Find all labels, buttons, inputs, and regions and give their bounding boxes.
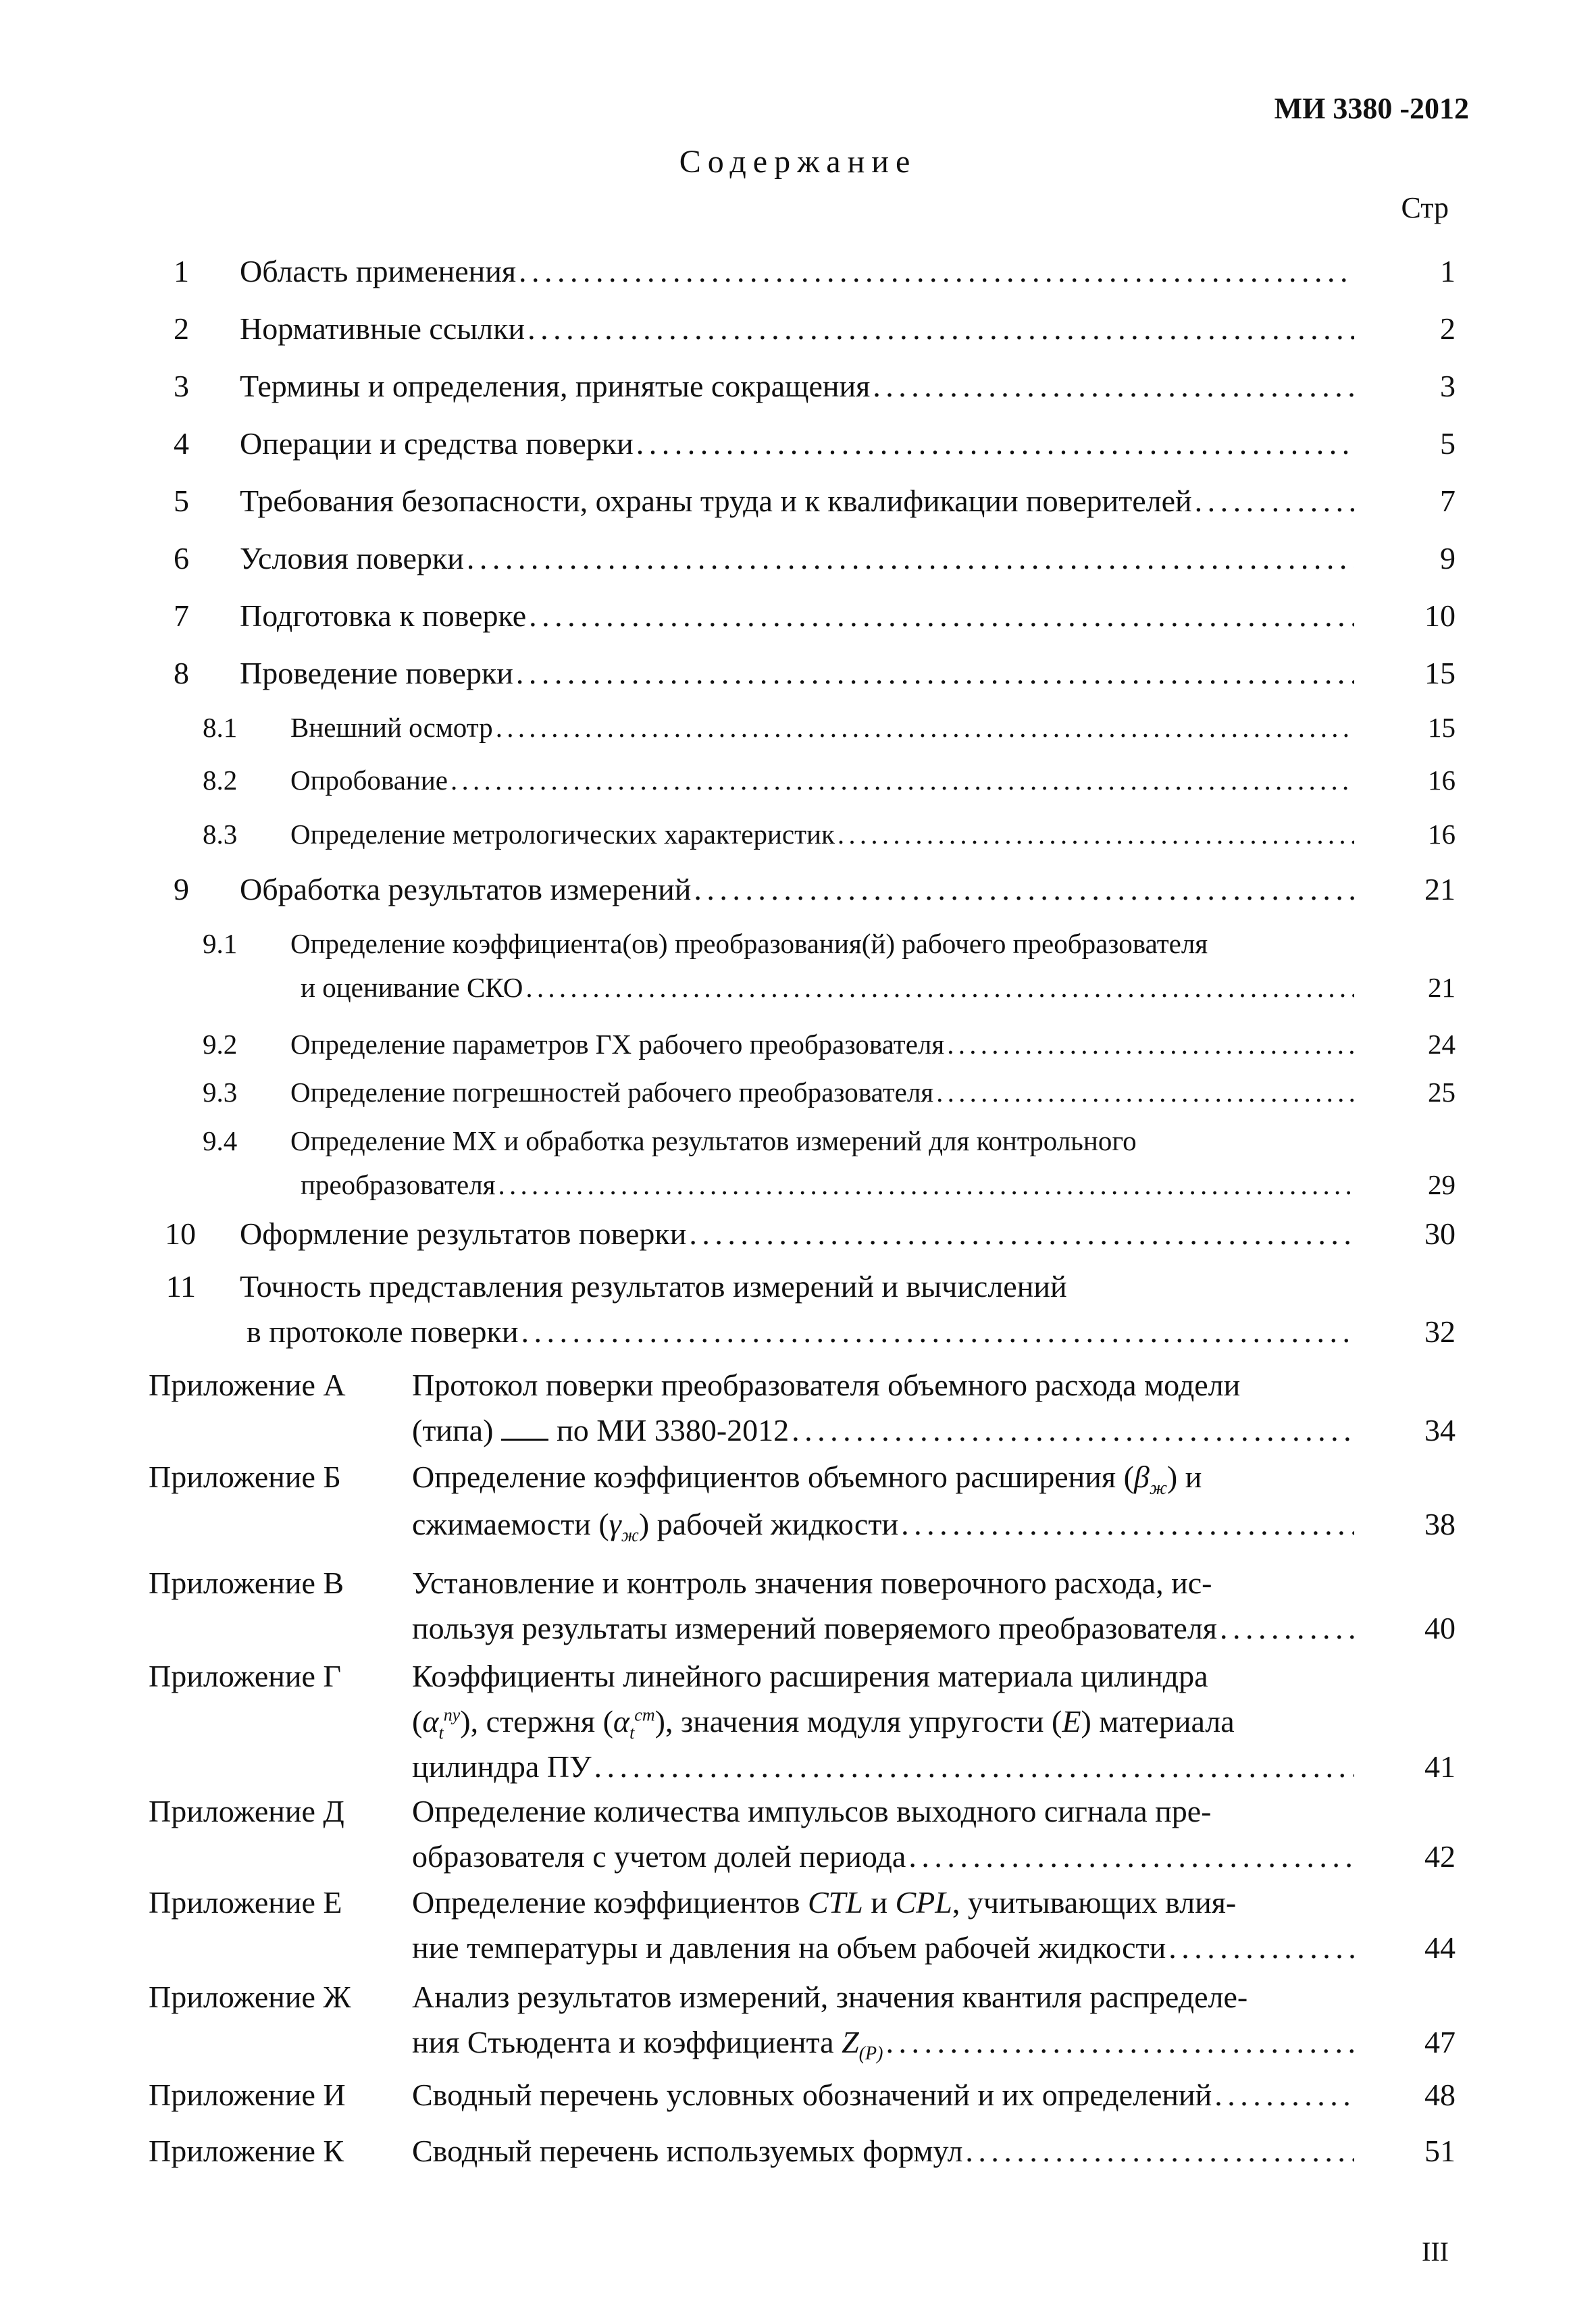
toc-entry-8-2[interactable]: 8.2 Опробование . . . 16	[0, 764, 1596, 804]
page-number: 40	[1424, 1611, 1456, 1645]
page-number: 9	[1440, 541, 1456, 575]
page-number: 47	[1424, 2025, 1456, 2059]
toc-entry-9-1[interactable]: 9.1 Определение коэффициента(ов) преобразования(й) рабочего преобразователя и оценивание СКО . . . 21	[0, 927, 1596, 1015]
page-number: 3	[1440, 369, 1456, 403]
toc-appendix-g[interactable]: Приложение Г Коэффициенты линейного расширения материала цилиндра $(\alpha_t^{пу})$, стержня $(\alpha_t^{ст})$, значения модуля упругости (E) материала цилиндра ПУ . . . 41	[0, 1658, 1596, 1800]
toc-entry-2[interactable]: 2 Нормативные ссылки . . . 2	[0, 311, 1596, 351]
page-number: 15	[1424, 656, 1456, 690]
page-number: 30	[1424, 1216, 1456, 1251]
toc-appendix-k[interactable]: Приложение К Сводный перечень используемых формул . . . 51	[0, 2133, 1596, 2174]
page-number: 16	[1428, 765, 1456, 796]
page-number: 51	[1424, 2134, 1456, 2168]
page-column-header: Стр	[1401, 191, 1449, 224]
toc-entry-9-2[interactable]: 9.2 Определение параметров ГХ рабочего преобразователя . . . 24	[0, 1028, 1596, 1069]
toc-appendix-i[interactable]: Приложение И Сводный перечень условных обозначений и их определений . . . 48	[0, 2077, 1596, 2117]
toc-entry-3[interactable]: 3 Термины и определения, принятые сокращения . . . 3	[0, 368, 1596, 409]
toc-entry-5[interactable]: 5 Требования безопасности, охраны труда и к квалификации поверителей . . . 7	[0, 483, 1596, 523]
page-number: 38	[1424, 1507, 1456, 1541]
page-number: 24	[1428, 1029, 1456, 1060]
page-number: 21	[1428, 972, 1456, 1003]
toc-entry-8-1[interactable]: 8.1 Внешний осмотр . . . 15	[0, 711, 1596, 752]
toc-appendix-a[interactable]: Приложение А Протокол поверки преобразователя объемного расхода модели (типа) по МИ 3380-2012 . . . 34	[0, 1367, 1596, 1462]
toc-entry-11[interactable]: 11 Точность представления результатов измерений и вычислений в протоколе поверки . . . 32	[0, 1268, 1596, 1363]
page-number: 15	[1428, 712, 1456, 743]
toc-entry-7[interactable]: 7 Подготовка к поверке . . . 10	[0, 598, 1596, 638]
page-number: 42	[1424, 1839, 1456, 1874]
page-number: 10	[1424, 598, 1456, 633]
toc-entry-8[interactable]: 8 Проведение поверки . . . 15	[0, 655, 1596, 696]
toc-entry-4[interactable]: 4 Операции и средства поверки . . . 5	[0, 426, 1596, 466]
page-number: 21	[1424, 872, 1456, 906]
page-number: 25	[1428, 1077, 1456, 1108]
toc-appendix-zh[interactable]: Приложение Ж Анализ результатов измерений, значения квантиля распределе- ния Стьюдента и коэффициента $Z_{(P)}$ . . . 47	[0, 1979, 1596, 2074]
toc-entry-10[interactable]: 10 Оформление результатов поверки . . . 30	[0, 1216, 1596, 1256]
toc-entry-9-3[interactable]: 9.3 Определение погрешностей рабочего преобразователя . . . 25	[0, 1076, 1596, 1116]
document-code: МИ 3380 -2012	[1274, 92, 1469, 125]
toc-appendix-d[interactable]: Приложение Д Определение количества импульсов выходного сигнала пре- образователя с учетом долей периода . . . 42	[0, 1793, 1596, 1888]
toc-appendix-b[interactable]: Приложение Б Определение коэффициентов объемного расширения $(\beta_ж)$ и сжимаемости $(\gamma_ж)$ рабочей жидкости . . . 38	[0, 1459, 1596, 1553]
page-number: 16	[1428, 819, 1456, 850]
toc-title: Содержание	[679, 144, 917, 180]
page-number: 5	[1440, 426, 1456, 461]
toc-entry-9[interactable]: 9 Обработка результатов измерений . . . 21	[0, 871, 1596, 912]
toc-entry-1[interactable]: 1 Область применения . . . 1	[0, 253, 1596, 294]
roman-page-number: III	[1422, 2236, 1449, 2267]
page-number: 44	[1424, 1930, 1456, 1965]
toc-entry-8-3[interactable]: 8.3 Определение метрологических характеристик . . . 16	[0, 818, 1596, 858]
toc-entry-9-4[interactable]: 9.4 Определение МХ и обработка результатов измерений для контрольного преобразователя . . . 29	[0, 1125, 1596, 1212]
toc-entry-6[interactable]: 6 Условия поверки . . . 9	[0, 540, 1596, 581]
page-number: 41	[1424, 1749, 1456, 1784]
page-number: 32	[1424, 1314, 1456, 1349]
page-number: 1	[1440, 254, 1456, 288]
page-number: 48	[1424, 2078, 1456, 2112]
page-number: 34	[1424, 1413, 1456, 1447]
blank-line	[501, 1414, 548, 1441]
page-number: 7	[1440, 484, 1456, 518]
page-number: 29	[1428, 1169, 1456, 1200]
page-number: 2	[1440, 311, 1456, 346]
toc-appendix-e[interactable]: Приложение Е Определение коэффициентов CTL и CPL, учитывающих влия- ние температуры и давления на объем рабочей жидкости . . . 44	[0, 1884, 1596, 1979]
toc-appendix-v[interactable]: Приложение В Установление и контроль значения поверочного расхода, ис- пользуя результаты измерений поверяемого преобразователя . . . 40	[0, 1565, 1596, 1660]
